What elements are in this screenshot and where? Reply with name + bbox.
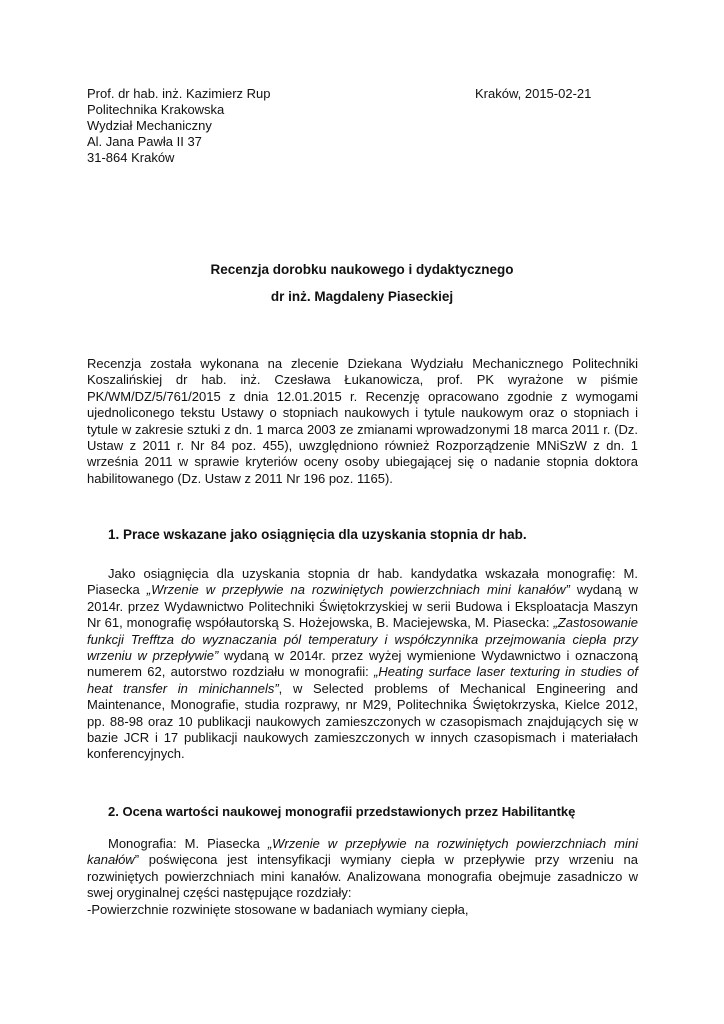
sender-name: Prof. dr hab. inż. Kazimierz Rup (87, 86, 271, 101)
s1-text-c: wydaną w 2014r. przez Wydawnictwo Politechniki Świętokrzyskiej w serii Budowa i Eksploatacja Maszyn Nr 61, monografię współautorską S. Hożejowska, B. Maciejewska, M. Piasecka: (87, 582, 638, 631)
section-1-heading: 1. Prace wskazane jako osiągnięcia dla uzyskania stopnia dr hab. (108, 527, 527, 542)
s2-text-c: ” poświęcona jest intensyfikacji wymiany ciepła w przepływie przy wrzeniu na rozwiniętych powierzchniach mini kanałów. Analizowana monografia obejmuje zasadniczo w swej oryginalnej części następujące rozdziały: (87, 852, 638, 901)
s1-monograph-title: „Wrzenie w przepływie na rozwiniętych powierzchniach mini kanałów” (146, 582, 570, 598)
document-title: Recenzja dorobku naukowego i dydaktycznego (210, 262, 514, 277)
letter-date: Kraków, 2015-02-21 (475, 86, 592, 101)
sender-faculty: Wydział Mechaniczny (87, 118, 212, 133)
sender-address (87, 86, 271, 166)
sender-city: 31-864 Kraków (87, 150, 175, 165)
s2-list-item: -Powierzchnie rozwinięte stosowane w badaniach wymiany ciepła, (87, 901, 469, 917)
intro-paragraph: Recenzja została wykonana na zlecenie Dziekana Wydziału Mechanicznego Politechniki Koszalińskiej dr hab. inż. Czesława Łukanowicza, prof. PK wyrażone w piśmie PK/WM/DZ/5/761/2015 z dnia 12.01.2015 r. Recenzję opracowano zgodnie z wymogami ujednoliconego tekstu Ustawy o stopniach naukowych i tytule naukowym oraz o stopniach i tytule w zakresie sztuki z dn. 1 marca 2003 ze zmianami wprowadzonymi 18 marca 2011 r. (Dz. Ustaw z 2011 r. Nr 84 poz. 455), uwzględniono również Rozporządzenie MNiSzW z dn. 1 września 2011 w sprawie kryteriów oceny osoby ubiegającej się o nadanie stopnia doktora habilitowanego (Dz. Ustaw z 2011 Nr 196 poz. 1165). (87, 356, 638, 486)
section-2-heading: 2. Ocena wartości naukowej monografii przedstawionych przez Habilitantkę (108, 804, 576, 819)
sender-institution: Politechnika Krakowska (87, 102, 225, 117)
section-1-paragraph (87, 566, 638, 763)
s1-coauthored-title: „Zastosowanie funkcji Trefftza do wyznaczania pól temperatury i współczynnika przejmowania ciepła przy wrzeniu w przepływie” (87, 615, 638, 664)
s1-text-g: , w Selected problems of Mechanical Engineering and Maintenance, Monografie, studia rozprawy, nr M29, Politechnika Świętokrzyska, Kielce 2012, pp. 88-98 oraz 10 publikacji naukowych zamieszczonych w czasopismach znajdujących się w bazie JCR i 17 publikacji naukowych zamieszczonych w innych czasopismach i materiałach konferencyjnych. (87, 680, 639, 762)
s1-chapter-title: „Heating surface laser texturing in studies of heat transfer in minichannels” (87, 664, 638, 696)
s1-text-a: Jako osiągnięcia dla uzyskania stopnia dr hab. kandydatka wskazała monografię: M. Piasecka (87, 566, 638, 598)
section-2-paragraph (87, 836, 638, 918)
s1-text-e: wydaną w 2014r. przez wyżej wymienione Wydawnictwo i oznaczoną numerem 62, autorstwo rozdziału w monografii: (87, 648, 639, 680)
s2-text-a: Monografia: M. Piasecka (108, 836, 268, 851)
sender-street: Al. Jana Pawła II 37 (87, 134, 202, 149)
document-subtitle: dr inż. Magdaleny Piaseckiej (270, 289, 454, 304)
s2-monograph-title: „Wrzenie w przepływie na rozwiniętych powierzchniach mini kanałów (87, 836, 638, 868)
